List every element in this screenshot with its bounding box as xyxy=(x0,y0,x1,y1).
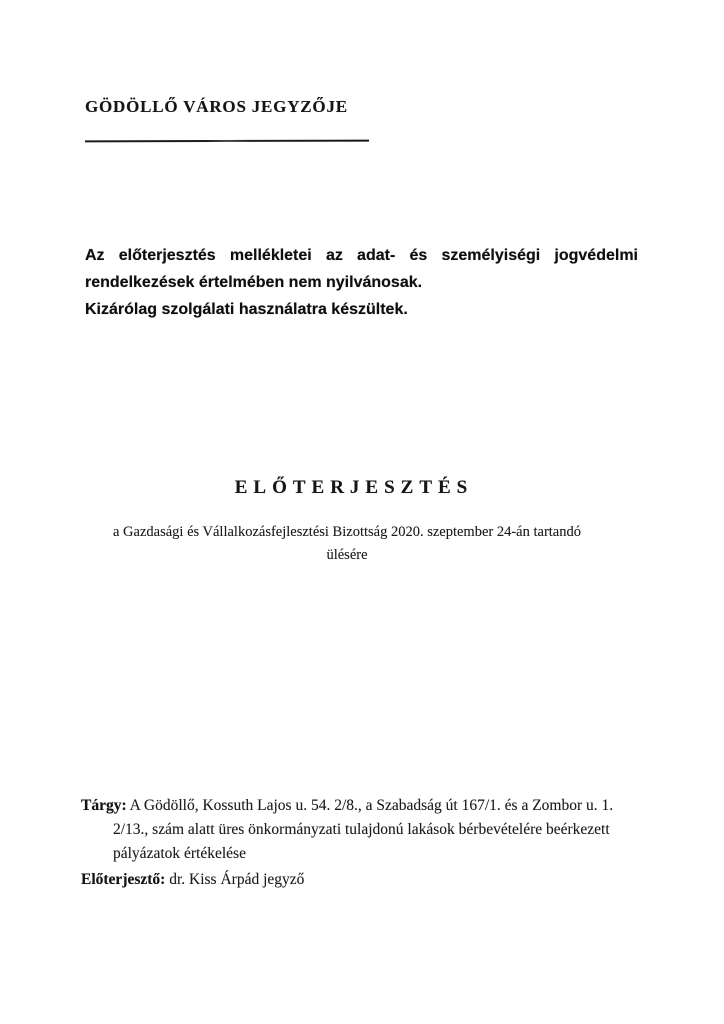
session-subtitle xyxy=(0,521,709,567)
issuer-title: GÖDÖLLŐ VÁROS JEGYZŐJE xyxy=(85,97,348,116)
document-title: ELŐTERJESZTÉS xyxy=(234,477,474,498)
presenter-label: Előterjesztő: xyxy=(81,871,166,888)
header-rule xyxy=(85,140,369,143)
subject-label: Tárgy: xyxy=(81,797,127,814)
session-line-2: ülésére xyxy=(326,547,368,563)
session-line-1: a Gazdasági és Vállalkozásfejlesztési Bizottság 2020. szeptember 24-án tartandó xyxy=(113,524,581,540)
subject-text-1: A Gödöllő, Kossuth Lajos u. 54. 2/8., a Szabadság út 167/1. és a Zombor u. 1. xyxy=(129,797,614,814)
subject-line-1 xyxy=(81,794,686,818)
subject-block xyxy=(81,794,686,866)
confidentiality-line-2: rendelkezések értelmében nem nyilvánosak. xyxy=(85,274,423,291)
subject-text-3: pályázatok értékelése xyxy=(113,845,246,862)
confidentiality-line-1: Az előterjesztés mellékletei az adat- és személyiségi jogvédelmi xyxy=(85,247,638,264)
presenter-line xyxy=(81,871,304,889)
confidentiality-notice xyxy=(85,242,638,323)
presenter-value: dr. Kiss Árpád jegyző xyxy=(169,871,305,888)
subject-text-2: 2/13., szám alatt üres önkormányzati tulajdonú lakások bérbevételére beérkezett xyxy=(113,821,610,838)
confidentiality-line-3: Kizárólag szolgálati használatra készültek. xyxy=(85,301,408,318)
